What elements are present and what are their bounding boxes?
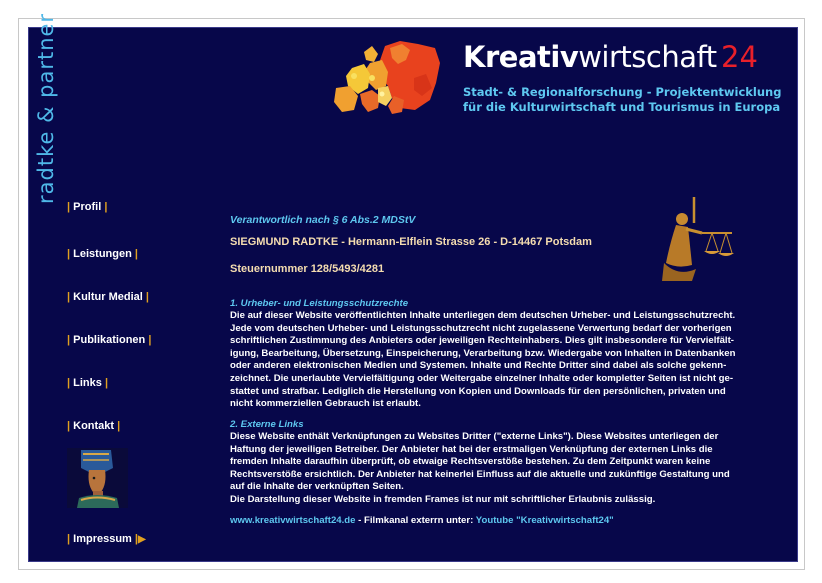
section1-body xyxy=(230,310,760,411)
nav-bar-right: | xyxy=(104,201,108,213)
tax-number-line: Steuernummer 128/5493/4281 xyxy=(230,263,385,275)
youtube-link[interactable]: Youtube "Kreativwirtschaft24" xyxy=(475,515,614,526)
site-title xyxy=(463,40,758,74)
title-light-part: wirtschaft xyxy=(578,40,717,74)
nav-item-publikationen[interactable] xyxy=(67,334,151,346)
body-line: fremden Inhalte daraufhin überprüft, ob etwaige Rechtsverstöße bestehen. Zu dem Zeitpunkt waren keine xyxy=(230,456,711,468)
section1-heading: 1. Urheber- und Leistungsschutzrechte xyxy=(230,298,409,309)
nav-bar-right: | xyxy=(145,291,149,303)
europe-map-logo xyxy=(330,38,442,118)
section2-heading: 2. Externe Links xyxy=(230,419,304,430)
nav-bar-left: | xyxy=(67,334,71,346)
nav-item-label: Kontakt xyxy=(73,420,115,432)
nefertiti-bust-image xyxy=(67,448,128,508)
body-line: Die auf dieser Website veröffentlichten Inhalte unterliegen dem deutschen Urheber- und Leistungsschutzrecht. xyxy=(230,310,736,321)
title-bold-part: Kreativ xyxy=(463,40,579,74)
nav-item-impressum[interactable] xyxy=(67,533,146,545)
subtitle-line-2: für die Kulturwirtschaft und Tourismus in Europa xyxy=(463,100,781,114)
nav-bar-right: | xyxy=(104,377,109,389)
nav-bar-left: | xyxy=(67,291,71,303)
body-line: Die Darstellung dieser Website in fremden Frames ist nur mit schriftlicher Erlaubnis zulässig. xyxy=(230,493,656,505)
section2-body xyxy=(230,431,760,507)
body-line: schriftlichen Zustimmung des Anbieters oder jeweiligen Rechteinhabers. Dies gilt insbesondere für Vervielfält- xyxy=(230,335,734,347)
body-line: igung, Bearbeitung, Übersetzung, Einspeicherung, Verarbeitung bzw. Wiedergabe von Inhalten in Datenbanken xyxy=(230,347,736,359)
body-line: auf die Inhalte der verknüpften Seiten. xyxy=(230,481,404,493)
body-line: Rechtsverstöße ersichtlich. Der Anbieter hat keinerlei Einfluss auf die aktuelle und zukünftige Gestaltung und xyxy=(230,468,730,480)
body-line: Diese Website enthält Verknüpfungen zu Websites Dritter ("externe Links"). Diese Websites unterliegen der xyxy=(230,431,719,442)
website-link[interactable]: www.kreativwirtschaft24.de xyxy=(230,515,356,526)
footer-links xyxy=(230,515,760,528)
nav-item-links[interactable] xyxy=(67,377,108,389)
nav-item-label: Impressum xyxy=(73,533,132,545)
nav-item-label: Leistungen xyxy=(73,248,132,260)
nav-item-label: Kultur Medial xyxy=(73,291,143,303)
subtitle-line-1: Stadt- & Regionalforschung - Projektentwicklung xyxy=(463,85,782,99)
body-line: Jede vom deutschen Urheber- und Leistungsschutzrecht nicht zugelassene Verwertung bedarf der vorherigen xyxy=(230,322,732,334)
nav-item-leistungen[interactable] xyxy=(67,248,138,260)
nav-item-label: Profil xyxy=(73,201,102,213)
nav-bar-left: | xyxy=(67,201,71,213)
active-arrow-icon: ▶ xyxy=(137,534,146,545)
nav-item-kultur-medial[interactable] xyxy=(67,291,149,303)
footer-separator-text: - Filmkanal exterrn unter: xyxy=(355,515,476,526)
nav-bar-right: | xyxy=(134,533,138,545)
nav-item-label: Links xyxy=(73,377,102,389)
address-line: SIEGMUND RADTKE - Hermann-Elflein Strasse 26 - D-14467 Potsdam xyxy=(230,236,592,248)
nav-bar-right: | xyxy=(117,420,121,432)
nav-item-kontakt[interactable] xyxy=(67,420,120,432)
body-line: zeichnet. Die unerlaubte Vervielfältigung oder Weitergabe einzelner Inhalte oder kompletter Seiten ist nicht ge- xyxy=(230,372,734,384)
vertical-brand-text: radtke & partner xyxy=(34,12,58,204)
nav-bar-right: | xyxy=(148,334,152,346)
nav-item-label: Publikationen xyxy=(73,334,146,346)
nav-item-profil[interactable] xyxy=(67,201,107,213)
nav-bar-left: | xyxy=(67,533,71,545)
nav-bar-left: | xyxy=(67,248,71,260)
body-line: nicht kommerziellen Gebrauch ist erlaubt. xyxy=(230,398,421,410)
body-line: Haftung der jeweiligen Betreiber. Der Anbieter hat bei der erstmaligen Verknüpfung der externen Links die xyxy=(230,443,713,455)
title-number-part: 24 xyxy=(721,40,758,74)
nav-bar-right: | xyxy=(134,248,138,260)
nav-bar-left: | xyxy=(67,420,71,432)
body-line: oder anderen elektronischen Medien und Systemen. Inhalte und Rechte Dritter sind dabei als solche gekenn- xyxy=(230,360,727,372)
body-line: stattet und strafbar. Lediglich die Herstellung von Kopien und Downloads für den persönlichen, privaten und xyxy=(230,385,726,397)
responsible-heading: Verantwortlich nach § 6 Abs.2 MDStV xyxy=(230,214,416,226)
nav-bar-left: | xyxy=(67,377,71,389)
